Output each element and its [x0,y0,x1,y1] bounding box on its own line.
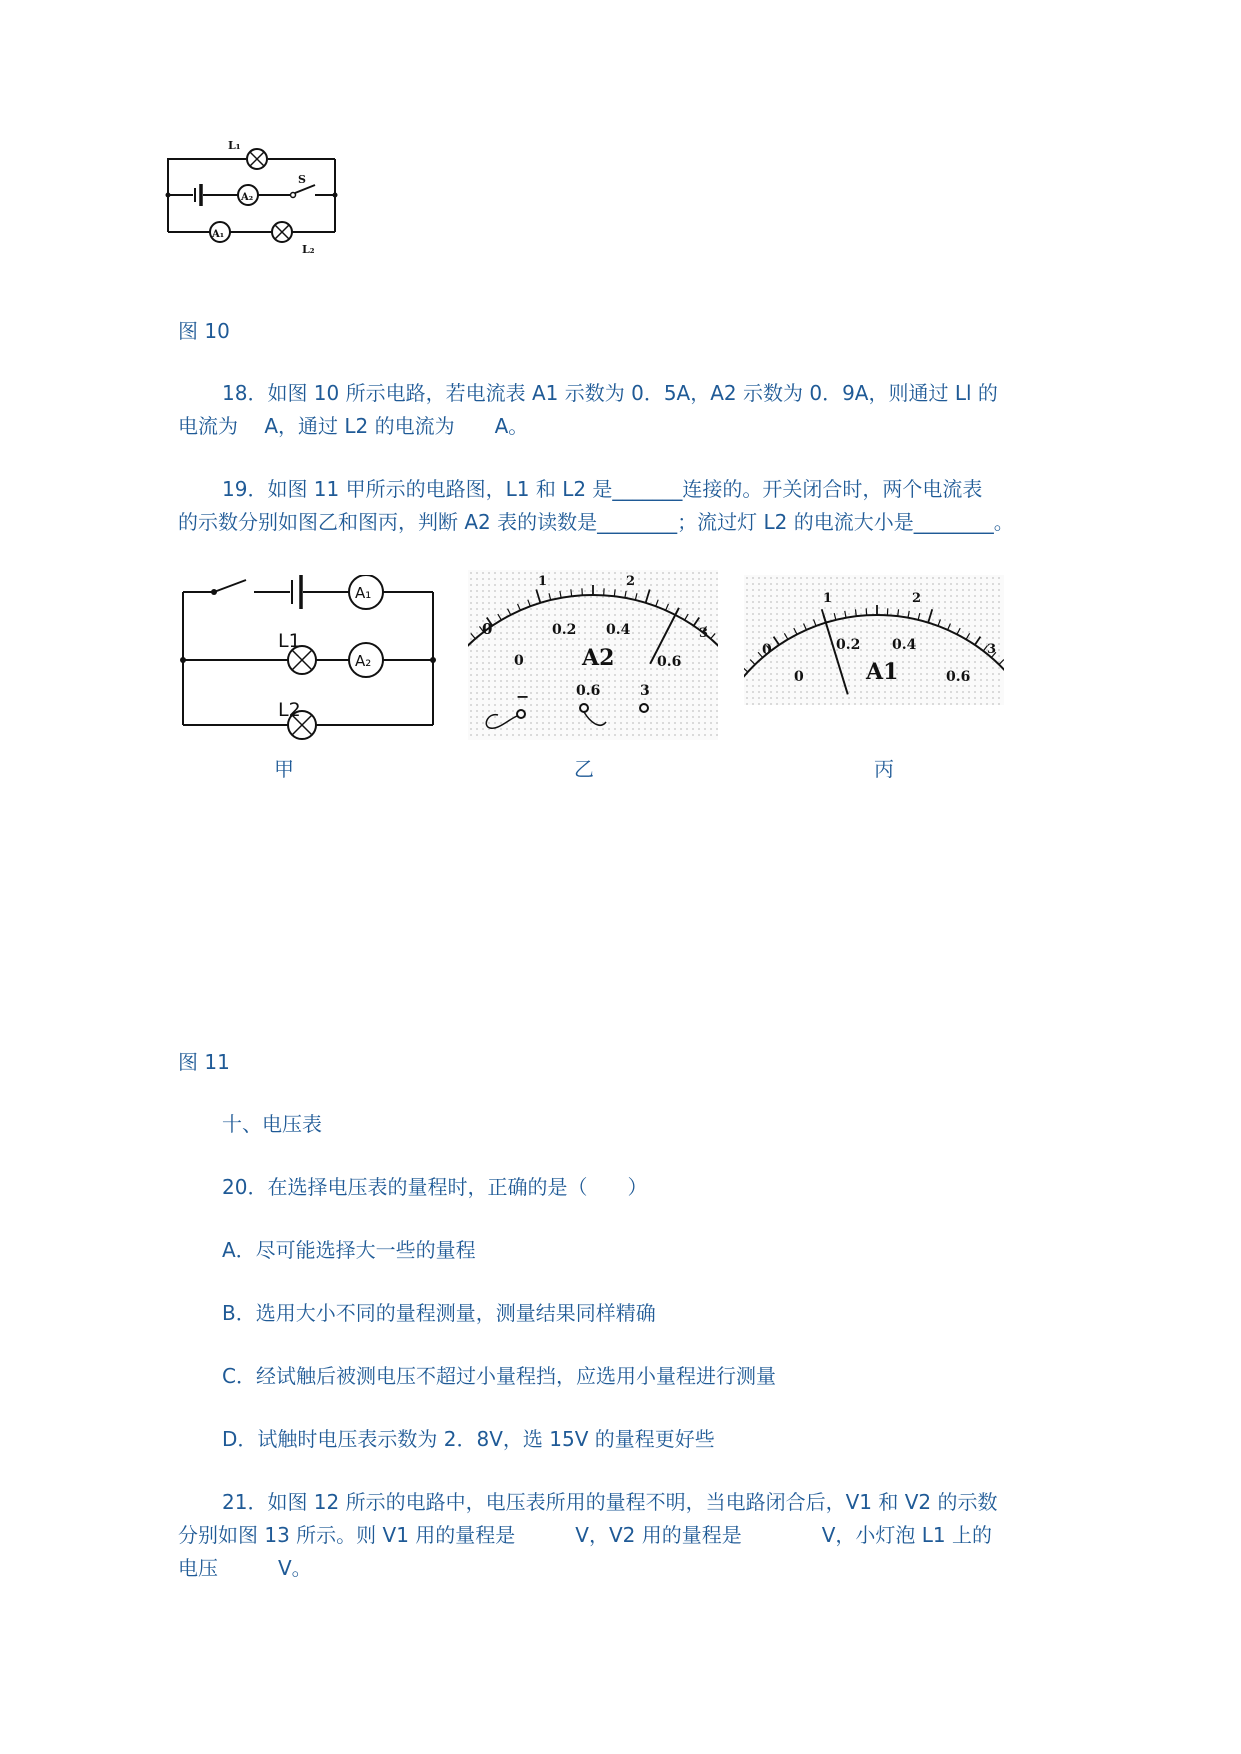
junction-dot-right [430,657,436,663]
q19-line2: 的示数分别如图乙和图丙，判断 A2 表的读数是________；流过灯 L2 的电流大小是________。 [178,510,1014,534]
lamp-L2-icon [272,222,292,242]
ammeter-A2-dial [468,570,718,740]
scale-tick [498,614,502,620]
lower-scale-0.2: 0.2 [836,637,861,653]
lower-scale-0.2: 0.2 [552,622,577,638]
upper-scale-2: 2 [912,591,922,606]
q21-line1: 21．如图 12 所示的电路中，电压表所用的量程不明，当电路闭合后，V1 和 V2 的示数 [222,1490,998,1514]
terminal-3-post [640,704,648,712]
scale-tick [694,617,700,625]
upper-scale-2: 2 [626,574,636,589]
lamp-L1-icon [247,149,267,169]
q18-line2: 电流为 A，通过 L2 的电流为 A。 [178,414,529,438]
lower-scale-0.4: 0.4 [606,622,631,638]
battery-icon [292,575,301,609]
q19-line1: 19．如图 11 甲所示的电路图，L1 和 L2 是_______连接的。开关闭合时，两个电流表 [222,477,983,501]
scale-tick [794,628,797,634]
zero-label: 0 [482,620,493,638]
scale-tick [528,600,530,607]
q21-line2: 分别如图 13 所示。则 V1 用的量程是 V，V2 用的量程是 V，小灯泡 L1 上的 [178,1523,992,1547]
battery-icon [195,184,201,206]
upper-scale-1: 1 [538,574,548,589]
scale-tick [948,623,951,629]
terminal-negative-post [517,710,525,718]
label-A1: A₁ [212,229,225,240]
lower-scale-0: 0 [794,669,804,685]
figure-11-caption: 图 11 [178,1050,230,1074]
junction-dot-left [180,657,186,663]
meter-name: A2 [582,645,615,671]
scale-tick [938,619,940,626]
label-A2: A₂ [241,192,254,203]
terminal-0.6-post [580,704,588,712]
terminal-0.6: 0.6 [576,683,601,699]
scale-tick [518,604,521,610]
lower-scale-0.6: 0.6 [657,654,682,670]
scale-tick [804,623,807,629]
scale-tick [646,589,650,602]
scale-tick [711,633,716,638]
scale-tick [918,613,920,620]
figure-10-svg [160,135,360,255]
scale-tick [560,591,561,598]
figure-11-jia-svg [178,575,443,740]
scale-tick [928,609,932,622]
q20-option-d: D．试触时电压表示数为 2．8V，选 15V 的量程更好些 [222,1427,715,1451]
switch-S-icon [291,185,316,198]
scale-tick [975,637,981,645]
scale-tick [635,593,637,600]
figure-11-bing-meter [744,575,1004,705]
q20-stem: 20．在选择电压表的量程时，正确的是（ ） [222,1175,648,1199]
scale-tick [744,667,748,672]
figure-11-yi-meter [468,570,718,740]
meter-name: A1 [866,659,899,685]
figure-11-sub-yi: 乙 [574,757,594,781]
wire-0.6 [584,712,606,725]
scale-tick [571,589,572,596]
scale-tick [685,614,689,620]
label-A1: A₁ [355,584,372,602]
figure-10-caption: 图 10 [178,319,230,343]
label-L1: L1 [278,630,301,652]
scale-tick [855,609,856,616]
lower-scale-0.6: 0.6 [946,669,971,685]
q20-option-c: C．经试触后被测电压不超过小量程挡，应选用小量程进行测量 [222,1364,776,1388]
label-L2: L₂ [302,243,315,255]
upper-scale-3: 3 [987,642,997,657]
scale-tick [908,611,909,618]
scale-tick [999,660,1004,665]
figure-10-circuit [160,135,360,255]
upper-scale-1: 1 [823,591,833,606]
scale-tick [750,660,755,665]
label-L2: L2 [278,699,301,721]
scale-tick [784,633,788,639]
figure-11-jia-circuit [178,575,443,740]
meter-needle [823,615,847,694]
scale-tick [536,589,540,602]
terminal-3: 3 [640,683,650,699]
scale-tick [834,613,836,620]
scale-tick [898,609,899,616]
scale-tick [508,609,511,615]
label-A2: A₂ [355,652,372,670]
figure-11-sub-jia: 甲 [274,757,294,781]
junction-dot-left [166,193,171,198]
q20-option-a: A．尽可能选择大一些的量程 [222,1238,476,1262]
scale-tick [666,604,669,610]
ammeter-A1-dial [744,575,1004,705]
scale-tick [656,600,658,607]
upper-scale-3: 3 [699,626,709,641]
label-S: S [298,173,306,186]
figure-11-sub-bing: 丙 [874,757,894,781]
q20-option-b: B．选用大小不同的量程测量，测量结果同样精确 [222,1301,656,1325]
scale-tick [625,591,626,598]
q21-line3: 电压 V。 [178,1556,312,1580]
scale-tick [549,593,551,600]
scale-tick [471,633,476,638]
scale-tick [614,589,615,596]
label-L1: L₁ [228,139,241,152]
wire-negative [486,715,517,729]
scale-tick [814,619,816,626]
switch-icon [211,580,246,595]
q18-line1: 18．如图 10 所示电路，若电流表 A1 示数为 0．5A，A2 示数为 0．9A，则通过 Ll 的 [222,381,998,405]
junction-dot-right [333,193,338,198]
scale-tick [774,637,780,645]
section-10-heading: 十、电压表 [222,1112,322,1136]
lower-scale-0.4: 0.4 [892,637,917,653]
zero-label: 0 [762,642,772,658]
scale-tick [966,633,970,639]
scale-tick [845,611,846,618]
terminal-negative: − [516,687,530,706]
lower-scale-0: 0 [514,653,524,669]
scale-tick [957,628,960,634]
